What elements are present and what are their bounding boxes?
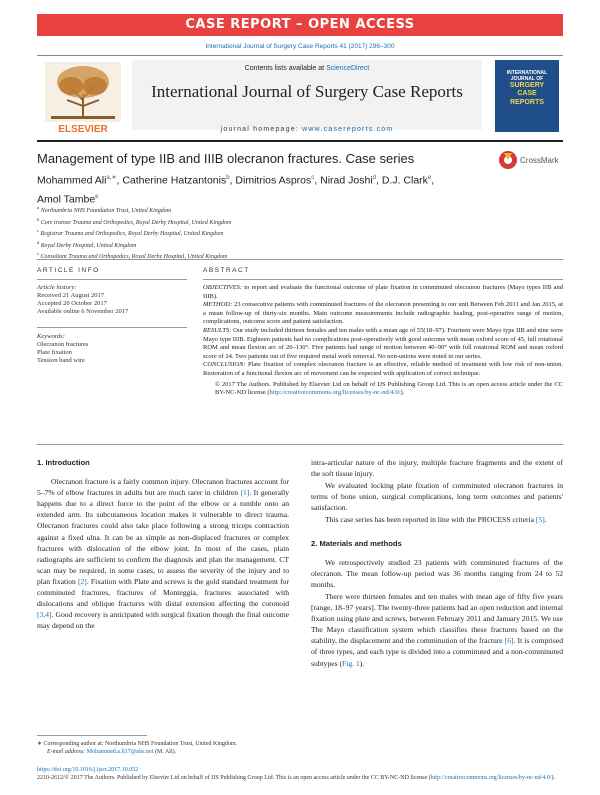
history-item: Accepted 20 October 2017 [37, 300, 107, 307]
author-sup[interactable]: a,∗ [106, 175, 117, 181]
intro-paragraph [37, 476, 289, 631]
citation-ref-1[interactable]: [1] [240, 488, 250, 498]
journal-masthead [37, 55, 563, 139]
affiliation-text: Core trainee Trauma and Orthopedics, Royal Derby Hospital, United Kingdom [40, 219, 232, 226]
article-info-heading: ARTICLE INFO [37, 267, 100, 274]
affiliation-list [37, 204, 563, 262]
bottom-notes [37, 766, 563, 782]
methods-text: . It is comprised of three types, and each type is divided into a comminuted and a non-comminuted subtypes ( [311, 636, 563, 668]
homepage-link[interactable]: www.casereports.com [302, 126, 394, 133]
abstract-objectives [203, 284, 563, 301]
author-sup[interactable]: e [95, 193, 99, 200]
corresponding-author-footnote [37, 740, 297, 756]
keywords-label: Keywords: [37, 333, 65, 340]
abstract-bottom-divider [37, 444, 563, 445]
intro-text: . Fixation with Plate and screws is the gold standard treatment for comminuted fractures, fractures of Monteggia, fractures associated with dislocations and oblique fractures with distal extension affecting the coronoid [37, 576, 289, 609]
methods-heading: 2. Materials and methods [311, 538, 402, 548]
elsevier-tree-logo-icon[interactable] [37, 60, 129, 136]
license-statement [37, 774, 563, 782]
method-text: 23 consecutive patients with comminuted fractures of the olecranon presenting to our unit Between Feb 2011 and Jan 2015, at a mean follow-up of thirty-six months. Main outcome measurements include radiographic healing, post-operative range of motion, complications, outcome score and patient satisfaction. [203, 301, 563, 326]
keywords [37, 333, 88, 365]
affiliation-item [37, 204, 563, 216]
license-link[interactable]: http://creativecommons.org/licenses/by-nc-nd/4.0/ [430, 775, 552, 781]
abstract-method [203, 301, 563, 327]
author-sup[interactable]: d [372, 175, 376, 181]
abstract-results [203, 327, 563, 361]
homepage-prefix: journal homepage: [220, 126, 303, 133]
journal-title: International Journal of Surgery Case Reports [151, 82, 463, 101]
intro-text: . [544, 515, 547, 525]
journal-title-box [132, 60, 482, 130]
abstract-heading: ABSTRACT [203, 267, 250, 274]
author-list: Mohammed Ali$^{a,∗}$, Catherine Hatzantonis$^b$, Dimitrios Aspros$^c$, Nirad Joshi$^d$, D.J. Clark$^e$, Amol Tambe$^e$ [37, 174, 435, 205]
author-name[interactable]: D.J. Clark [381, 174, 428, 187]
affiliation-text: Northumbria NHS Foundation Trust, United Kingdom [40, 208, 172, 214]
cover-title [499, 70, 555, 107]
author-name[interactable]: Mohammed Ali [37, 174, 107, 187]
methods-text: ). [359, 658, 365, 668]
keyword-item: Olecranon fractures [37, 341, 89, 348]
author-name[interactable]: Amol Tambe [37, 193, 96, 205]
methods-text: There were thirteen females and ten males with mean age of fifty five years [range, 18–97 years]. The twenty-three patients had an open reduction and internal fixation using plate and screws, between February 2011 and January 2015. We use The Mayo classification system which classifies these fractures based on the stability, the displacement and the comminution of the fracture [311, 591, 563, 646]
citation-ref-6[interactable]: [6] [504, 636, 514, 646]
intro-continuation: intra-articular nature of the injury, multiple fracture fragments and the extent of the soft tissue injury. [311, 458, 563, 479]
affiliation-text: Consultant Trauma and Orthopedics, Royal Derby Hospital, United Kingdom [40, 254, 228, 260]
author-sup[interactable]: e [427, 175, 432, 181]
abstract-body [203, 284, 563, 398]
corresponding-author-text: ∗ Corresponding author at: Northumbria NHS Foundation Trust, United Kingdom. [37, 741, 238, 747]
conclusion-text: Plate fixation of complex olecranon fracture is an effective, reliable method of treatment with low risk of non-union. Restoration of a functional flexion arc of movement can be expected with application of correct technique. [203, 361, 563, 377]
article-title: Management of type IIB and IIIB olecranon fractures. Case series [37, 151, 415, 166]
introduction-heading: 1. Introduction [37, 458, 90, 467]
article-history [37, 284, 128, 316]
open-access-banner: CASE REPORT – OPEN ACCESS [37, 14, 563, 36]
copyright-text: © 2017 The Authors. Published by Elsevier Ltd on behalf of IJS Publishing Group Ltd. This is an open access article under the CC BY-NC-ND license ( [215, 380, 563, 397]
crossmark-label: CrossMark [520, 156, 559, 165]
abstract-conclusion [203, 361, 563, 378]
intro-text: Olecranon fracture is a fairly common injury. Olecranon fractures account for 5–7% of elbow fractures in adults but are much rarer in children [37, 477, 289, 498]
doi-link[interactable]: https://doi.org/10.1016/j.ijscr.2017.10.052 [37, 767, 139, 773]
methods-paragraph-2 [311, 591, 563, 669]
intro-text: . It generally happens due to a direct force to the point of the elbow or a tumble onto an extended arm. Its subcutaneous location makes it vulnerable to direct trauma. Olecranon fractures could also take place following a strong triceps contraction against a fixed ulna. It can be as simple as non-displaced fractures or complex fractures with dislocation of the elbow joint. In most of the cases, plain radiographs are sufficient to confirm the diagnosis and plan the management. CT scan may be required, in some cases, to assess the severity of the injury and to plan fixation [37, 488, 289, 586]
intro-paragraph-2: We evaluated locking plate fixation of comminuted olecranon fractures in terms of bone union, surgical complications, long term outcomes and patients' satisfaction. [311, 481, 563, 513]
body-right-column [311, 457, 563, 670]
info-top-divider [37, 259, 563, 260]
intro-paragraph-3 [311, 514, 563, 525]
affiliation-sup: d [37, 239, 40, 245]
info-divider [37, 279, 187, 280]
abstract-copyright [203, 381, 563, 398]
email-label: E-mail address: [47, 749, 87, 755]
results-text: Our study included thirteen females and ten males with a mean age of 55(18–97). Fourteen were Mayo type IIB and nine were Mayo type IIIB. Eighteen patients had no complications post-operatively with good outcome with mean oxford score of 45, full rotational ROM and mean flexion arc of 20–130°. Five patients had range of motion between 40–90° with full rotational ROM and mean oxford score of 24. Two patients out of five required metal work removal. No non-unions were noted in our series. [203, 326, 563, 360]
abstract-divider [203, 279, 563, 280]
author-name[interactable]: Nirad Joshi [320, 174, 373, 187]
keywords-divider [37, 327, 187, 328]
history-item: Available online 6 November 2017 [37, 308, 129, 315]
masthead-divider [37, 140, 563, 142]
email-link[interactable]: Mohammed.a.li17@nhs.net [86, 749, 154, 755]
body-left-column [37, 457, 289, 632]
elsevier-wordmark: ELSEVIER [58, 124, 108, 135]
affiliation-sup: c [37, 228, 39, 233]
citation-ref-2[interactable]: [2] [77, 576, 87, 586]
contents-prefix: Contents lists available at [244, 65, 327, 72]
conclusion-label: CONCLUSION: [203, 361, 246, 369]
method-label: METHOD: [203, 301, 233, 309]
author-name[interactable]: Catherine Hatzantonis [122, 174, 227, 187]
affiliation-text: Registrar Trauma and Orthopedics, Royal Derby Hospital, United Kingdom [40, 231, 224, 237]
affiliation-item [37, 239, 563, 251]
objectives-label: OBJECTIVES: [203, 284, 242, 291]
sciencedirect-link[interactable]: ScienceDirect [326, 65, 370, 72]
copyright-end: ). [400, 389, 405, 397]
affiliation-text: Royal Derby Hospital, United Kingdom [40, 242, 137, 249]
affiliation-item [37, 216, 563, 228]
cover-line: REPORTS [510, 98, 544, 106]
keyword-item: Tension band wire [37, 357, 85, 364]
footnote-divider [37, 735, 147, 736]
author-name[interactable]: Dimitrios Aspros [235, 174, 312, 187]
methods-paragraph-1: We retrospectively studied 23 patients with comminuted fractures of the olecranon. The mean follow-up period was 36 months ranging from 24 to 52 months. [311, 557, 563, 589]
license-end: ). [551, 775, 555, 781]
author-sup[interactable]: b [226, 175, 230, 181]
crossmark-icon[interactable] [498, 149, 568, 171]
intro-text: . Good recovery is anticipated with surgical fixation though the final outcome may depend on the [37, 610, 289, 631]
history-label: Article history: [37, 284, 77, 291]
journal-citation-link[interactable]: International Journal of Surgery Case Reports 41 (2017) 296–300 [205, 43, 395, 50]
figure-1-link[interactable]: Fig. 1 [342, 658, 360, 668]
keyword-item: Plate fixation [37, 349, 72, 356]
license-link[interactable]: http://creativecommons.org/licenses/by-nc-nd/4.0/ [269, 389, 401, 397]
license-text: 2210-2612/© 2017 The Authors. Published by Elsevier Ltd on behalf of IJS Publishing Group Ltd. This is an open access article under the CC BY-NC-ND license ( [37, 775, 431, 781]
citation-ref-3-4[interactable]: [3,4] [37, 610, 52, 620]
affiliation-item [37, 227, 563, 239]
cover-line: INTERNATIONAL JOURNAL OF [506, 70, 548, 82]
email-line [37, 748, 297, 756]
affiliation-sup: a [37, 205, 40, 210]
objectives-text: to report and evaluate the functional outcome of plate fixation in comminuted olecranon fractures (Mayo types IIB and IIIB). [203, 284, 563, 300]
cover-line: CASE [517, 90, 537, 98]
citation-ref-5[interactable]: [5] [535, 515, 545, 525]
contents-available-line [132, 65, 482, 72]
affiliation-sup: b [37, 216, 40, 222]
affiliation-sup: e [37, 251, 39, 256]
email-suffix: (M. Ali). [153, 749, 177, 755]
journal-homepage-line [132, 126, 482, 133]
results-label: RESULTS: [203, 326, 232, 334]
author-sup[interactable]: c [311, 175, 315, 181]
history-item: Received 21 August 2017 [37, 292, 104, 299]
intro-text: This case series has been reported in line with the PROCESS criteria [325, 515, 536, 525]
cover-line: SURGERY [509, 82, 545, 89]
journal-cover-image[interactable] [495, 60, 559, 132]
